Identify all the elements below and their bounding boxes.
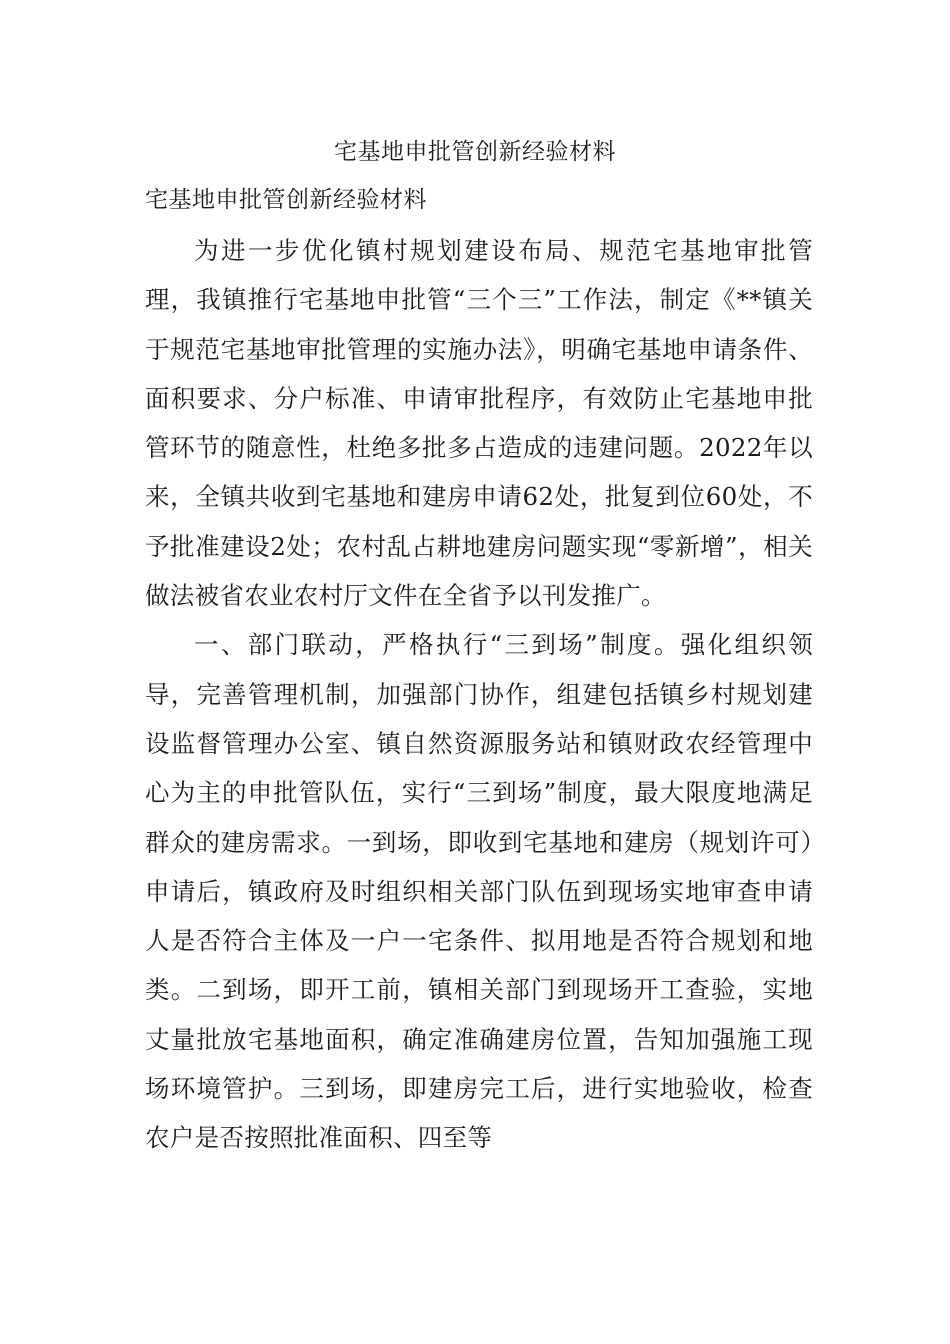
- paragraph-intro: 为进一步优化镇村规划建设布局、规范宅基地审批管理，我镇推行宅基地申批管“三个三”工作法，制定《**镇关于规范宅基地审批管理的实施办法》，明确宅基地申请条件、面积要求、分户标准、申请审批程序，有效防止宅基地申批管环节的随意性，杜绝多批多占造成的违建问题。2022年以来，全镇共收到宅基地和建房申请62处，批复到位60处，不予批准建设2处；农村乱占耕地建房问题实现“零新增”，相关做法被省农业农村厅文件在全省予以刊发推广。: [145, 236, 813, 611]
- document-body: [145, 226, 813, 1163]
- document-subtitle: 宅基地申批管创新经验材料: [145, 187, 427, 213]
- paragraph-section-one: 一、部门联动，严格执行“三到场”制度。强化组织领导，完善管理机制，加强部门协作，组建包括镇乡村规划建设监督管理办公室、镇自然资源服务站和镇财政农经管理中心为主的申批管队伍，实行“三到场”制度，最大限度地满足群众的建房需求。一到场，即收到宅基地和建房（规划许可）申请后，镇政府及时组织相关部门队伍到现场实地审查申请人是否符合主体及一户一宅条件、拟用地是否符合规划和地类。二到场，即开工前，镇相关部门到现场开工查验，实地丈量批放宅基地面积，确定准确建房位置，告知加强施工现场环境管护。三到场，即建房完工后，进行实地验收，检查农户是否按照批准面积、四至等: [145, 630, 813, 1153]
- document-title: 宅基地申批管创新经验材料: [334, 139, 616, 165]
